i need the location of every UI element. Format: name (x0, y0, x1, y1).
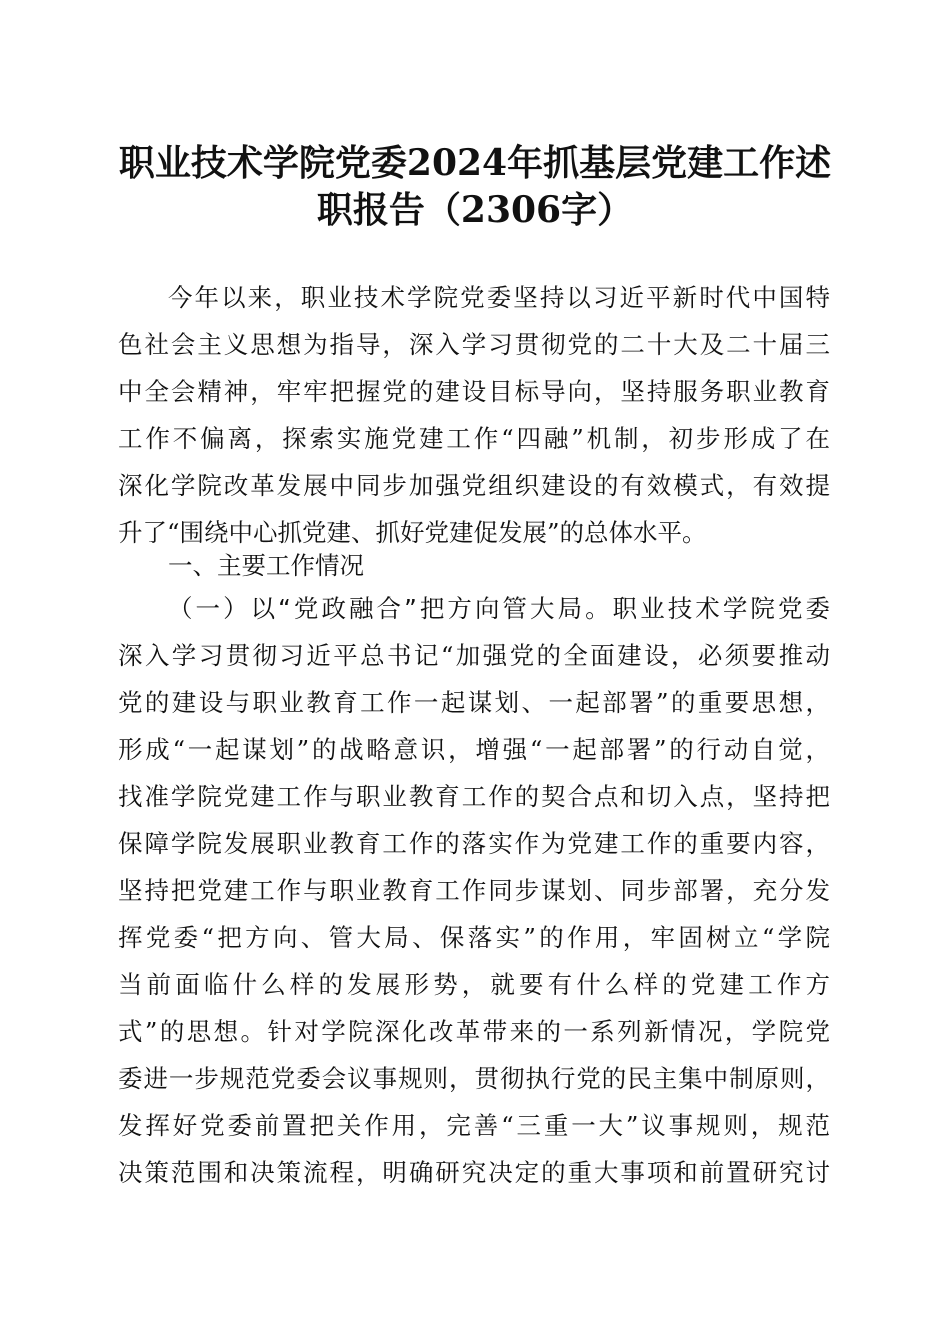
body-line: 发挥好党委前置把关作用，完善“三重一大”议事规则，规范 (118, 1111, 830, 1140)
body-line: 委进一步规范党委会议事规则，贯彻执行党的民主集中制原则， (118, 1064, 830, 1093)
body-line: 决策范围和决策流程，明确研究决定的重大事项和前置研究讨 (118, 1158, 830, 1187)
subsection-heading: （一）以“党政融合”把方向管大局。 (168, 594, 613, 623)
body-line: 深入学习贯彻习近平总书记“加强党的全面建设，必须要推动 (118, 641, 830, 670)
body-line: 式”的思想。针对学院深化改革带来的一系列新情况，学院党 (118, 1017, 830, 1046)
body-line: 挥党委“把方向、管大局、保落实”的作用，牢固树立“学院 (118, 923, 830, 952)
intro-line: 深化学院改革发展中同步加强党组织建设的有效模式，有效提 (118, 471, 830, 500)
intro-line: 中全会精神，牢牢把握党的建设目标导向，坚持服务职业教育 (118, 377, 830, 406)
intro-line: 色社会主义思想为指导，深入学习贯彻党的二十大及二十届三 (118, 330, 830, 359)
subsection-first-line-text: 职业技术学院党委 (612, 594, 830, 623)
body-line: 保障学院发展职业教育工作的落实作为党建工作的重要内容， (118, 829, 830, 858)
body-line: 坚持把党建工作与职业教育工作同步谋划、同步部署，充分发 (118, 876, 830, 905)
body-line: 形成“一起谋划”的战略意识，增强“一起部署”的行动自觉， (118, 735, 830, 764)
body-line: 找准学院党建工作与职业教育工作的契合点和切入点，坚持把 (118, 782, 830, 811)
intro-line: 工作不偏离，探索实施党建工作“四融”机制，初步形成了在 (118, 424, 830, 453)
intro-line: 升了“围绕中心抓党建、抓好党建促发展”的总体水平。 (118, 518, 707, 547)
intro-line: 今年以来，职业技术学院党委坚持以习近平新时代中国特 (168, 283, 830, 312)
subsection-first-line (168, 585, 830, 633)
body-line: 当前面临什么样的发展形势，就要有什么样的党建工作方 (118, 970, 830, 999)
document-title-line-2: 职报告（2306字） (316, 189, 634, 231)
section-heading: 一、主要工作情况 (168, 551, 364, 580)
body-line: 党的建设与职业教育工作一起谋划、一起部署”的重要思想， (118, 688, 830, 717)
document-title-line-1: 职业技术学院党委2024年抓基层党建工作述 (118, 142, 832, 184)
